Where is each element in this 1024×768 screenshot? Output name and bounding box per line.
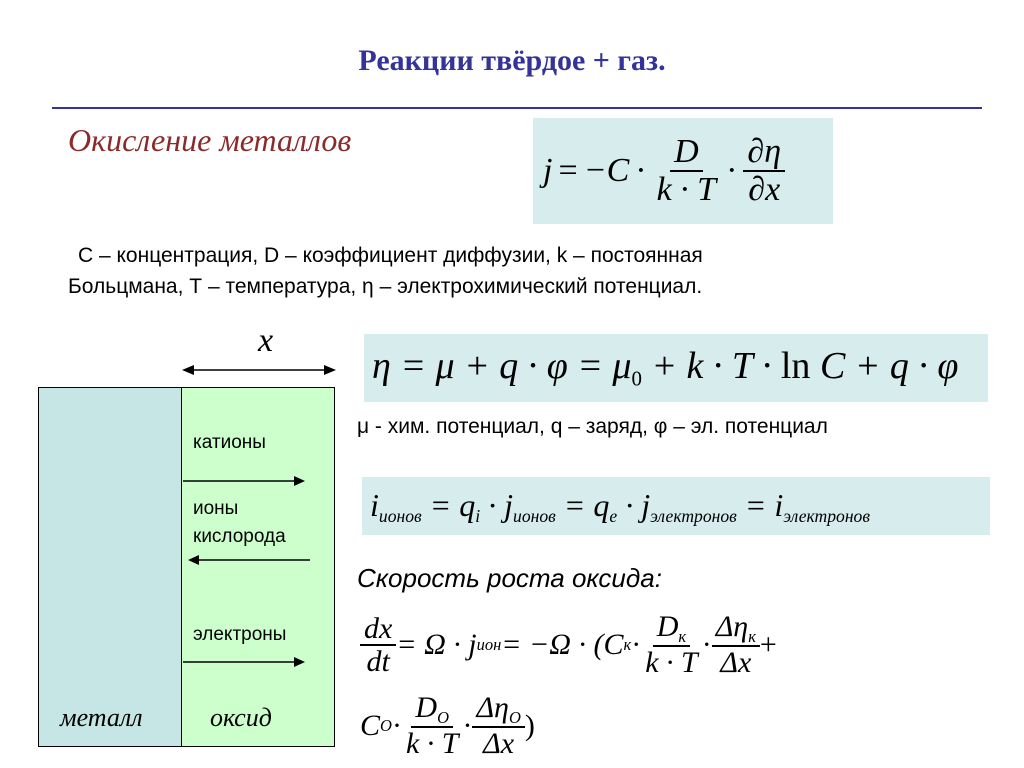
- current-sub-i: i: [475, 506, 481, 527]
- potential-tail: C + q · φ: [810, 345, 959, 387]
- current-i: i: [370, 487, 379, 523]
- frac-Dx2: Δx: [483, 727, 515, 761]
- current-qe: = q: [555, 487, 610, 523]
- fraction-dx-dt: [360, 613, 396, 678]
- frac-kt2: k · T: [405, 727, 459, 761]
- oxygen-ions-line2: кислорода: [193, 526, 286, 547]
- current-formula: [362, 477, 990, 535]
- frac-sub-ek: к: [748, 626, 756, 646]
- frac-dx: dx: [360, 613, 396, 647]
- flux-dot2: ·: [726, 152, 738, 189]
- frac-den-dx: ∂x: [748, 171, 781, 208]
- frac-deta2: Δη: [476, 691, 509, 725]
- legend-2: μ - хим. потенциал, q – заряд, φ – эл. потенциал: [357, 415, 828, 438]
- flux-dot1: ·: [635, 152, 647, 189]
- potential-formula: [364, 334, 988, 402]
- cations-label: катионы: [193, 432, 266, 453]
- growth-sub-ion: ион: [476, 635, 502, 654]
- slide-title: Реакции твёрдое + газ.: [358, 44, 666, 77]
- electrons-label: электроны: [193, 624, 287, 645]
- fraction-deta-dx: [743, 134, 785, 207]
- frac-sub-eo: O: [508, 707, 521, 727]
- legend-1-line2: Больцмана, Т – температура, η – электрохимический потенциал.: [68, 275, 703, 298]
- title-divider: [52, 107, 982, 109]
- metal-label: металл: [60, 703, 143, 732]
- legend-1: [68, 240, 968, 302]
- oxide-label: оксид: [210, 703, 272, 732]
- slide-subtitle: Окисление металлов: [68, 122, 352, 158]
- frac-Dx: Δx: [720, 646, 752, 680]
- growth-dot3: ·: [391, 709, 402, 742]
- flux-minus-c: −C: [583, 152, 630, 189]
- fraction-deta-dx-o: [472, 692, 524, 760]
- potential-lhs: η = μ + q · φ = μ: [372, 345, 632, 387]
- frac-D: D: [656, 610, 679, 644]
- metal-region: [38, 387, 183, 747]
- growth-C: C: [360, 709, 381, 742]
- frac-den-kt: k · T: [656, 171, 717, 208]
- current-sub-e: e: [609, 506, 618, 527]
- growth-sub-k: к: [623, 635, 632, 654]
- growth-dot1: ·: [631, 628, 642, 661]
- frac-sub-DO: O: [437, 707, 449, 727]
- current-j2: · j: [617, 487, 651, 523]
- fraction-deta-dx-k: [712, 611, 760, 679]
- growth-plus: +: [759, 628, 777, 661]
- oxygen-arrow-left: [186, 553, 311, 567]
- potential-ln: ln: [780, 345, 811, 387]
- current-q: = q: [421, 487, 476, 523]
- cations-arrow-right: [183, 474, 308, 488]
- frac-sub-k: к: [678, 626, 687, 646]
- oxygen-ions-line1: ионы: [193, 498, 239, 519]
- x-double-arrow: [180, 360, 340, 380]
- current-sub-ions: ионов: [378, 506, 422, 527]
- frac-DO: D: [415, 691, 438, 725]
- growth-dot2: ·: [701, 628, 712, 661]
- oxygen-ions-label: [193, 495, 286, 551]
- fraction-dk-kt: [641, 611, 702, 679]
- legend-1-line1: C – концентрация, D – коэффициент диффузии, k – постоянная: [78, 244, 703, 267]
- growth-close-paren: ): [524, 709, 535, 742]
- frac-num-deta: ∂η: [743, 134, 785, 172]
- growth-formula-line2: [360, 688, 535, 764]
- fraction-do-kt: [402, 692, 463, 760]
- growth-omega-j: = Ω · j: [396, 628, 477, 661]
- current-sub-electrons2: электронов: [783, 506, 870, 527]
- current-sub-electrons: электронов: [650, 506, 737, 527]
- frac-num-d: D: [670, 134, 703, 172]
- x-axis-label: x: [258, 322, 274, 359]
- current-j1: · j: [480, 487, 514, 523]
- growth-dot4: ·: [462, 709, 473, 742]
- fraction-d-kt: [653, 134, 721, 207]
- flux-eq: =: [558, 152, 578, 189]
- current-sub-ions2: ионов: [513, 506, 556, 527]
- frac-kt: k · T: [645, 646, 698, 680]
- frac-dt: dt: [366, 645, 390, 678]
- growth-sub-CO: O: [380, 716, 392, 735]
- flux-formula: [533, 118, 833, 224]
- electrons-arrow-right: [183, 655, 308, 669]
- current-i2: = i: [736, 487, 784, 523]
- potential-kt: + k · T ·: [641, 345, 781, 387]
- growth-minus-omega: = −Ω · (C: [501, 628, 624, 661]
- growth-formula-line1: [360, 605, 777, 685]
- growth-label: Скорость роста оксида:: [357, 563, 662, 593]
- frac-deta: Δη: [715, 610, 749, 644]
- flux-j: j: [543, 152, 553, 189]
- potential-sub0: 0: [631, 366, 642, 391]
